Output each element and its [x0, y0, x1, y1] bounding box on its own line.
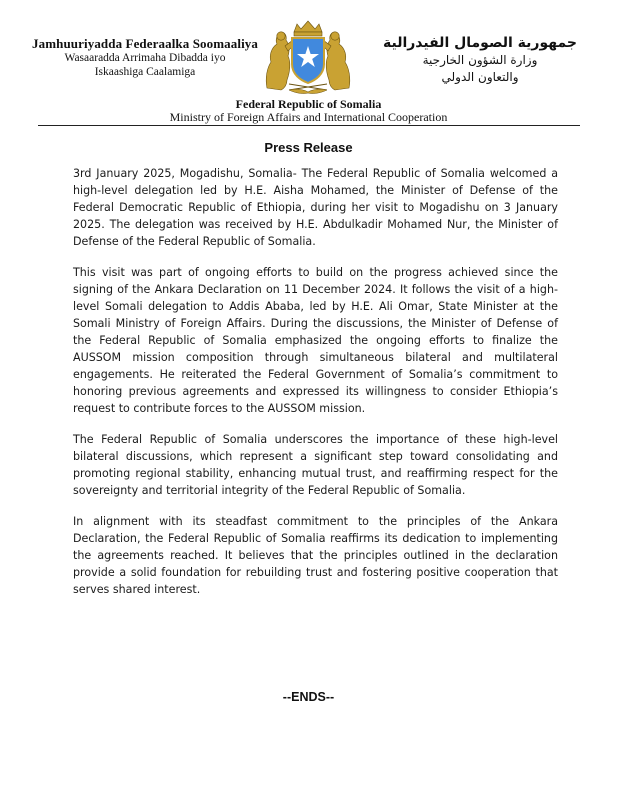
palm-leaves-icon	[289, 89, 327, 93]
shield-icon	[292, 38, 324, 83]
paragraph: In alignment with its steadfast commitment to the principles of the Ankara Declaration, the Federal Republic of Somalia reaffirms its dedication to implementing the agreements reached. It believes that the principles outlined in the declaration provide a solid foundation for rebuilding trust and fostering positive cooperation that serves shared interest.	[73, 515, 558, 596]
ends-marker: --ENDS--	[282, 690, 335, 704]
letterhead-arabic-line1: جمهورية الصومال الفيدرالية	[382, 35, 577, 51]
paragraph: The Federal Republic of Somalia underscores the importance of these high-level bilateral discussions, which represent a significant step toward consolidating and promoting regional stability, enhancing mutual trust, and reaffirming respect for the sovereignty and territorial integrity of the Federal Republic of Somalia.	[73, 433, 558, 497]
letterhead-somali-line1: Jamhuuriyadda Federaalka Soomaaliya	[32, 36, 258, 51]
paragraph: 3rd January 2025, Mogadishu, Somalia- The Federal Republic of Somalia welcomed a high-level delegation led by H.E. Aisha Mohamed, the Minister of Defense of the Federal Democratic Republic of Ethiopia, during her visit to Mogadishu on 3 January 2025. The delegation was received by H.E. Abdulkadir Mohamed Nur, the Minister of Defense of the Federal Republic of Somalia.	[73, 167, 558, 248]
letterhead-english	[0, 97, 617, 124]
letterhead-divider	[38, 125, 580, 126]
letterhead-arabic-line3: والتعاون الدولي	[441, 70, 519, 84]
letterhead-english-line1: Federal Republic of Somalia	[235, 97, 382, 111]
letterhead-somali-line3: Iskaashiga Caalamiga	[94, 66, 196, 78]
left-leopard-icon	[266, 32, 295, 90]
document-body	[73, 165, 558, 612]
paragraph: This visit was part of ongoing efforts to build on the progress achieved since the signing of the Ankara Declaration on 11 December 2024. It follows the visit of a high-level Somali delegation to Addis Ababa, led by H.E. Ali Omar, State Minister at the Somali Ministry of Foreign Affairs. During the discussions, the Minister of Defense of the Federal Republic of Somalia emphasized the ongoing efforts to finalize the AUSSOM mission composition through simultaneous bilateral and multilateral engagements. He reiterated the Federal Government of Somalia’s commitment to honoring previous agreements and expressed its willingness to consider Ethiopia’s request to contribute forces to the AUSSOM mission.	[73, 266, 558, 415]
letterhead-somali-line2: Wasaaradda Arrimaha Dibadda iyo	[64, 52, 226, 64]
crown-icon	[294, 21, 322, 36]
letterhead-arabic	[365, 34, 595, 86]
letterhead-english-line2: Ministry of Foreign Affairs and International Cooperation	[169, 110, 448, 124]
document-title: Press Release	[264, 140, 353, 155]
right-leopard-icon	[321, 32, 350, 90]
letterhead-arabic-line2: وزارة الشؤون الخارجية	[422, 53, 538, 67]
letterhead-somali	[30, 36, 260, 79]
somalia-coat-of-arms-icon	[259, 18, 357, 96]
